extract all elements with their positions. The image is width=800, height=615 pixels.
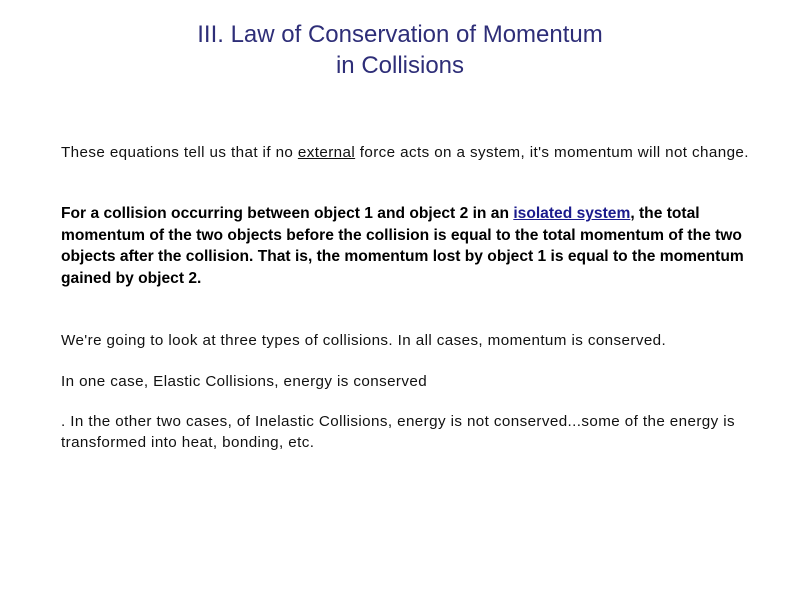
paragraph-inelastic: . In the other two cases, of Inelastic Collisions, energy is not conserved...some of the energy is transformed into heat, bonding, etc. [61,413,736,451]
paragraph-elastic: In one case, Elastic Collisions, energy is conserved [61,373,428,390]
para2-text-before: For a collision occurring between object 1 and object 2 in an [61,205,514,222]
paragraph-isolated-system [61,203,771,289]
para1-text-after: force acts on a system, it's momentum will not change. [355,144,749,161]
paragraph-three-types: We're going to look at three types of collisions. In all cases, momentum is conserved. [61,332,667,349]
slide-title [0,19,800,81]
external-underlined-word: external [297,144,356,161]
isolated-system-link[interactable]: isolated system [513,205,631,222]
para1-text-before: These equations tell us that if no [61,144,298,161]
title-line-1: III. Law of Conservation of Momentum [197,21,603,48]
para2-text-after: , the total momentum of the two objects before the collision is equal to the total momentum of the two objects after the collision. That is, the momentum lost by object 1 is equal to the momentum gained by object 2. [61,205,744,287]
paragraph-equations-note [61,142,771,163]
title-line-2: in Collisions [335,52,465,79]
